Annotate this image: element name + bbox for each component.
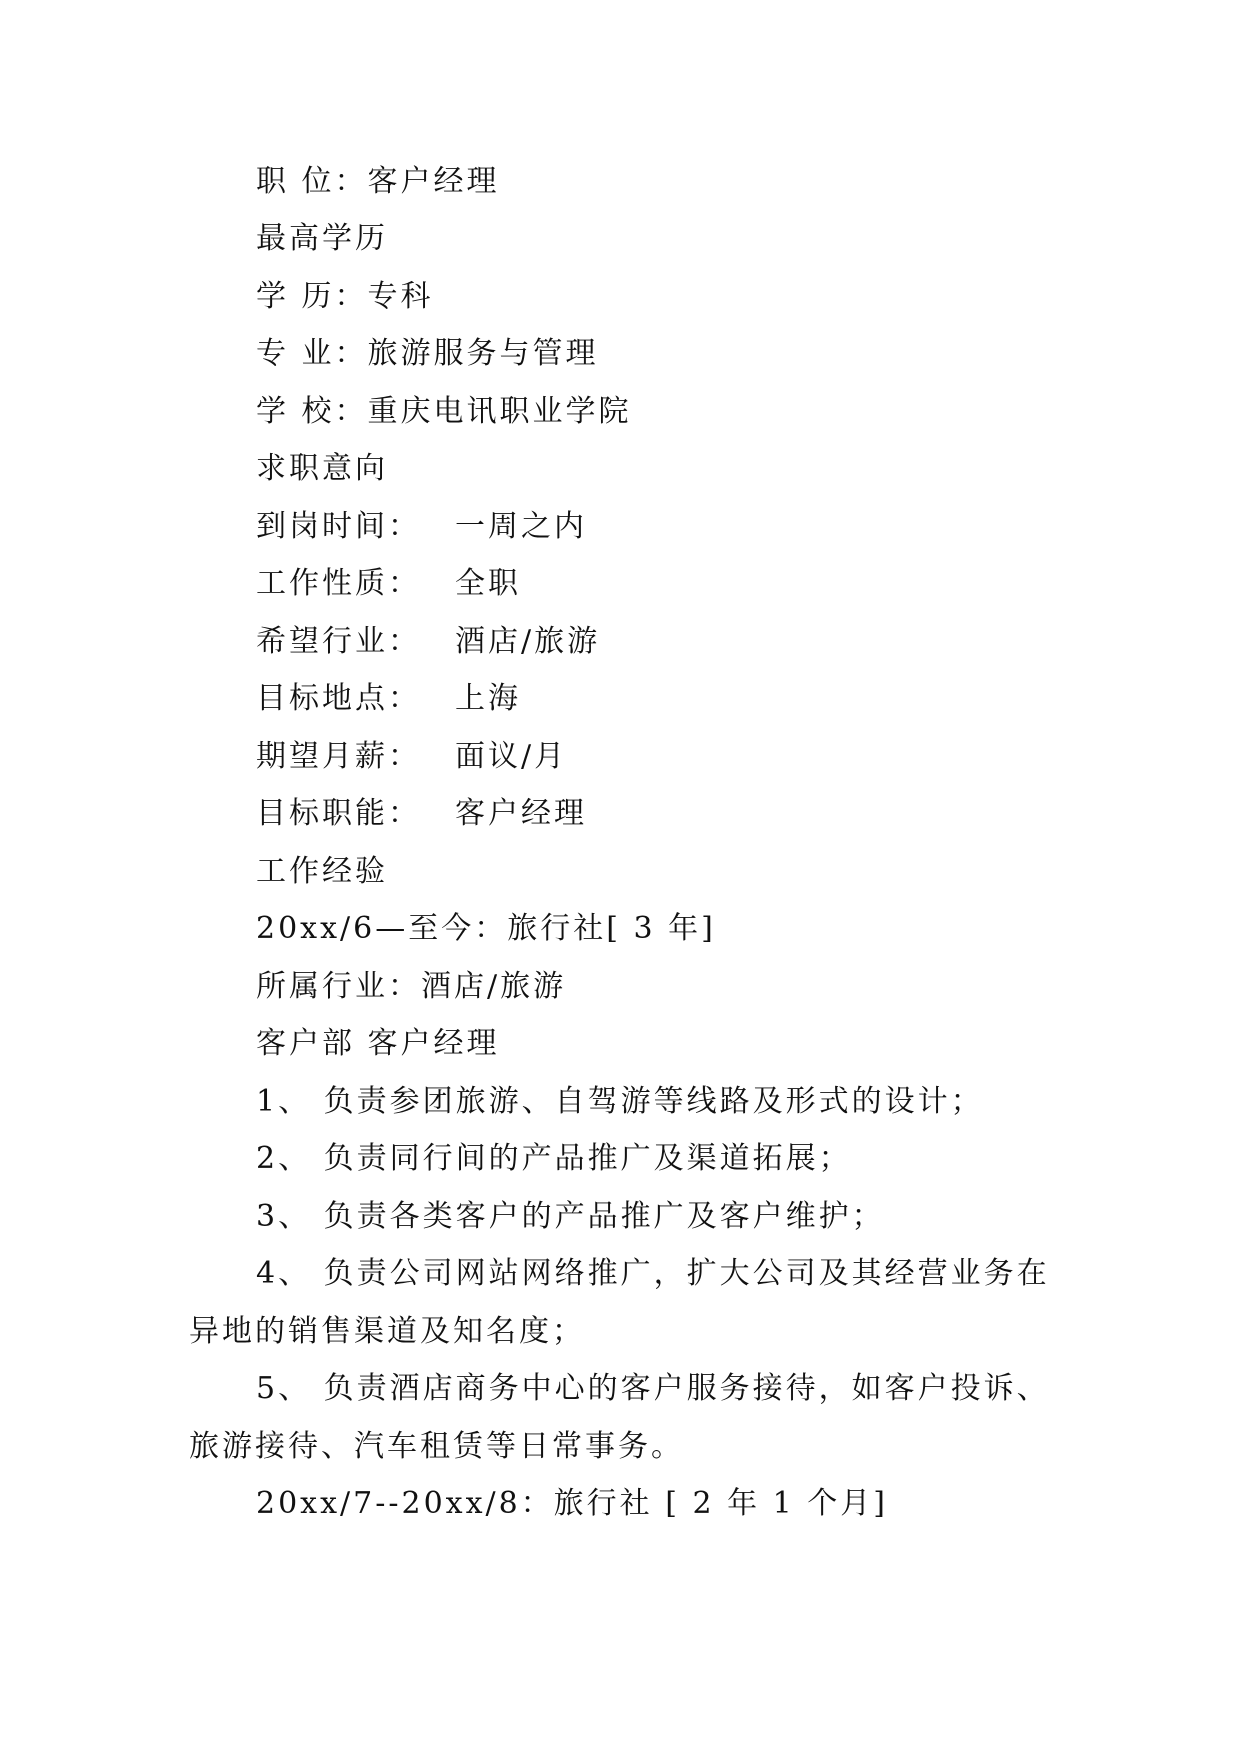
position-label: 职 位： xyxy=(256,164,368,199)
start-time-value: 一周之内 xyxy=(455,509,587,544)
duty-item-5-line1: 5、 负责酒店商务中心的客户服务接待，如客户投诉、 xyxy=(256,1371,1050,1406)
intention-heading: 求职意向 xyxy=(256,451,388,486)
major-value: 旅游服务与管理 xyxy=(367,336,599,371)
industry-line xyxy=(256,622,600,662)
salary-value: 面议/月 xyxy=(455,739,568,774)
duty-item-5-line2: 旅游接待、汽车租赁等日常事务。 xyxy=(189,1429,684,1464)
duty-item-2: 2、 负责同行间的产品推广及渠道拓展； xyxy=(256,1141,852,1176)
education-heading: 最高学历 xyxy=(256,221,388,256)
duty-item-4-line1: 4、 负责公司网站网络推广，扩大公司及其经营业务在 xyxy=(256,1256,1050,1291)
degree-line xyxy=(256,277,434,317)
location-line xyxy=(256,679,521,719)
function-line xyxy=(256,794,587,834)
job2-period: 20xx/7--20xx/8：旅行社 [ 2 年 1 个月] xyxy=(256,1486,888,1521)
function-value: 客户经理 xyxy=(455,796,587,831)
major-line xyxy=(256,334,599,374)
duty-item-4-line2: 异地的销售渠道及知名度； xyxy=(189,1314,585,1349)
position-value: 客户经理 xyxy=(367,164,500,199)
school-value: 重庆电讯职业学院 xyxy=(367,394,632,429)
duty-item-1: 1、 负责参团旅游、自驾游等线路及形式的设计； xyxy=(256,1084,984,1119)
start-time-label: 到岗时间： xyxy=(256,509,421,544)
job-type-line xyxy=(256,564,521,604)
school-line xyxy=(256,392,632,432)
degree-value: 专科 xyxy=(367,279,434,314)
location-value: 上海 xyxy=(455,681,521,716)
job-type-value: 全职 xyxy=(455,566,521,601)
salary-line xyxy=(256,737,567,777)
job1-period: 20xx/6—至今：旅行社[ 3 年] xyxy=(256,911,716,946)
job1-department: 客户部 客户经理 xyxy=(256,1026,500,1061)
location-label: 目标地点： xyxy=(256,681,421,716)
industry-value: 酒店/旅游 xyxy=(455,624,601,659)
start-time-line xyxy=(256,507,587,547)
job1-industry: 所属行业：酒店/旅游 xyxy=(256,969,567,1004)
duty-item-3: 3、 负责各类客户的产品推广及客户维护； xyxy=(256,1199,885,1234)
job-type-label: 工作性质： xyxy=(256,566,421,601)
degree-label: 学 历： xyxy=(256,279,368,314)
salary-label: 期望月薪： xyxy=(256,739,421,774)
experience-heading: 工作经验 xyxy=(256,854,388,889)
function-label: 目标职能： xyxy=(256,796,421,831)
school-label: 学 校： xyxy=(256,394,368,429)
major-label: 专 业： xyxy=(256,336,368,371)
industry-label: 希望行业： xyxy=(256,624,421,659)
position-line xyxy=(256,162,500,202)
